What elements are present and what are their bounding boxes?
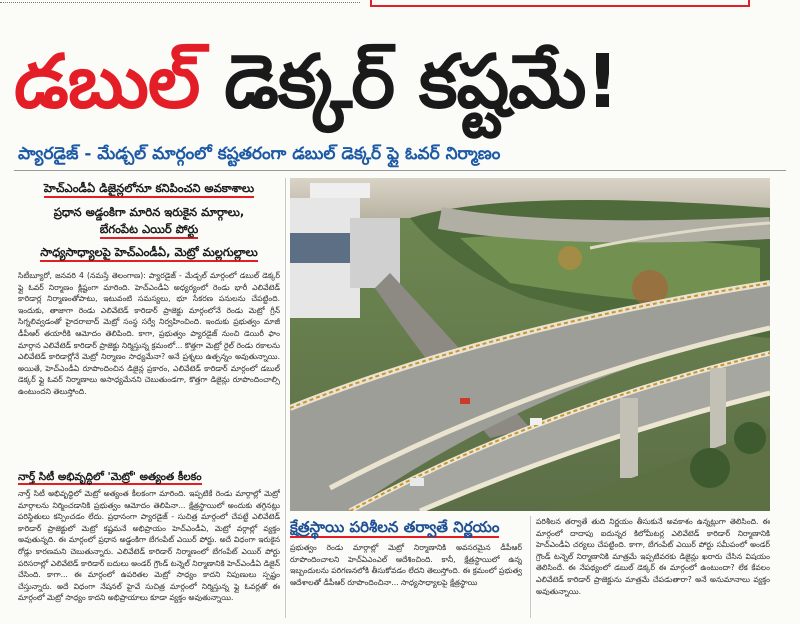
elevated-corridor-illustration: [290, 178, 770, 511]
subheadline: ప్యారడైజ్ - మేడ్చల్ మార్గంలో కష్టతరంగా డబుల్ డెక్కర్ ఫ్లై ఓవర్ నిర్మాణం: [18, 144, 501, 164]
section2-body: ప్రభుత్వం రెండు మార్గాల్లో మెట్రో నిర్మాణానికి అవసరమైన డీపీఆర్ రూపొందించాలని హెచ్ఏఎంఎల్ ఆదేశించింది. కానీ, క్షేత్రస్థాయిలో ఉన్న ఇబ్బందులను పరిగణనలోకి తీసుకోవడం లేదని తెలుస్తోంది. ఈ క్రమంలో ప్రభుత్వ ఆదేశాలతో డీపీఆర్ రూపొందించినా... సాధ్యసాధ్యాలపై క్షేత్రస్థాయి: [290, 543, 522, 587]
article-intro: సిటీబ్యూరో, జనవరి 4 (నమస్తే తెలంగాణ): ప్యారడైజ్ - మేడ్చల్ మార్గంలో డబుల్ డెక్కర్ ఫ్లై ఓవర్ నిర్మాణం క్లిష్టంగా మారింది. హెచ్ఎండీఏ అధ్యర్యంలో రెండు భారీ ఎలివేటెడ్ కారిడార్ల నిర్మాణంతోపాటు, ఇటువంటి సమస్యలు, భూ సేకరణ పనులను చేపట్టింది. ఇందుకు, తాజాగా రెండు ఎలివేటెడ్ కారిడార్ ప్రాజెక్టు మార్గంలోనే రెండు మెట్రో గ్రీన్ సిగ్నలివ్వడంతో హైదరాబాద్ మెట్రో సంస్థ సర్వే నిర్వహించింది. ఇందుకు ప్రభుత్వం మాజీ డీపీఆర్ తయారీకి ఆమోదం తెలిపింది. కాగా, ప్రభుత్వం ప్యారడైజ్ నుంచి డెయిరీ ఫాం మార్గాన ఎలివేటెడ్ కారిడార్ ప్రాజెక్టు నిర్మిస్తున్న క్రమంలో... కొత్తగా మెట్రో రైల్ రెండు రకాలను ఎలివేటెడ్ కారిడార్లోనే మెట్రో నిర్మాణం సాధ్యమేనా? అనే ప్రశ్నలు ఉత్పన్నం అవుతున్నాయి. అయితే, హెచ్ఎండీఏ రూపొందించిన డిజైన్ల ప్రకారం, ఎలివేటెడ్ కారిడార్ మార్గంలో డబుల్ డెక్కర్ ఫ్లై ఓవర్ నిర్మాణాలు అసాధ్యమేనని చెబుతుండగా, కొత్తగా డిజైన్లు రూపొందించాల్సి ఉంటుందని తెలుస్తోంది.: [18, 271, 280, 396]
section3-body: పరిశీలన తర్వాతే తుది నిర్ణయం తీసుకునే అవకాశం ఉన్నట్లుగా తెలిసింది. ఈ మార్గంలో దాదాపు ఐదున్నర కిలోమీటర్ల ఎలివేటెడ్ కారిడార్ నిర్మాణానికి హెచ్ఎండీఏ చర్యలు చేపట్టింది. కాగా, బేగంపేట్ ఎయిర్ పోర్టు సమీపంలో అండర్ గ్రౌండ్ టన్నెల్ నిర్మాణానికి మాత్రమే ఇప్పటివరకు డిజైన్లు ఖరారు చేసిన విషయం తెలిసిందే. ఈ నేపథ్యంలో డబుల్ డెక్కర్ ఈ మార్గంలో ఉంటుందా? లేక కేవలం ఎలివేటెడ్ కారిడార్ ప్రాజెక్టును మాత్రమే చేపడుతారా? అనే అనుమానాలు వ్యక్తం అవుతున్నాయి.: [536, 517, 770, 596]
red-frame-edge: [370, 0, 750, 7]
highlight-2: ప్రధాన అడ్డంకిగా మారిన ఇరుకైన మార్గాలు,: [53, 205, 245, 219]
headline: [14, 30, 794, 134]
highlight-3: సాధ్యసాధ్యాలపై హెచ్ఎండీఏ, మెట్రో మల్లగుల్లాలు: [18, 244, 280, 261]
column-divider-2: [530, 516, 531, 618]
headline-part1: డబుల్: [14, 39, 200, 125]
flyover-photo: [290, 178, 770, 511]
section1-body: నార్త్ సిటీ అభివృద్ధిలో మెట్రో అత్యంత కీలకంగా మారింది. ఇప్పటికే రెండు మార్గాల్లో మెట్రో మార్గాలను నిర్మించడానికి ప్రభుత్వం ఆమోదం తెలిపినా... క్షేత్రస్థాయిలో అందుకు తగ్గినట్లు పరిస్థితులు కన్పించడం లేదు. ప్రధానంగా ప్యారడైజ్ - సుచిత్ర మార్గంలో చేపట్టే ఎలివేటెడ్ కారిడార్ ప్రాజెక్టులో మెట్రో కష్టమనే అభిప్రాయం హెచ్ఎండీఏ, మెట్రో వర్గాల్లో వ్యక్తం అవుతున్నది. ఈ మార్గంలో ప్రధాన అడ్డంకిగా బేగంపేట్ ఎయిర్ పోర్టు. అదే విధంగా ఇరుకైన రోడ్లు కారణమని చెబుతున్నారు. ఎలివేటెడ్ కారిడార్ నిర్మాణంలో బేగంపేట్ ఎయిర్ పోర్టు పరిసరాల్లో ఎలివేటెడ్ కారిడార్ బదులు అండర్ గ్రౌండ్ టన్నెల్ నిర్మాణానికి హెచ్ఎండీఏ డిజైన్ చేసింది. కాగా... ఈ మార్గంలో ఉపరితల మెట్రో సాధ్యం కాదని నిపుణులు స్పష్టం చేస్తున్నారు. అదే విధంగా నేషనల్ హైవే సుచిత్ర మార్గంలో నిర్మిస్తున్న ఫ్లై ఓవర్లతో ఈ మార్గంలో మెట్రో సాధ్యం కాదని అభిప్రాయాలు కూడా వ్యక్తం అవుతున్నాయి.: [18, 489, 280, 603]
photo-caption: క్షేత్రస్థాయి పరిశీలన తర్వాతే నిర్ణయం: [290, 518, 500, 536]
highlight-1: హెచ్ఎండీఏ డిజైన్లలోనూ కనిపించని అవకాశాలు: [18, 180, 280, 197]
headline-part2: డెక్కర్ కష్టమే!: [224, 39, 619, 125]
subhead-rule: [14, 170, 786, 171]
section1-title: నార్త్ సిటీ అభివృద్ధిలో 'మెట్రో' అత్యంత కీలకం: [18, 471, 202, 483]
column-divider: [285, 178, 286, 618]
top-border: [0, 0, 800, 14]
highlight-2b: బేగంపేట ఎయిర్ పోర్టు: [18, 221, 280, 238]
dotted-rule: [0, 2, 360, 3]
